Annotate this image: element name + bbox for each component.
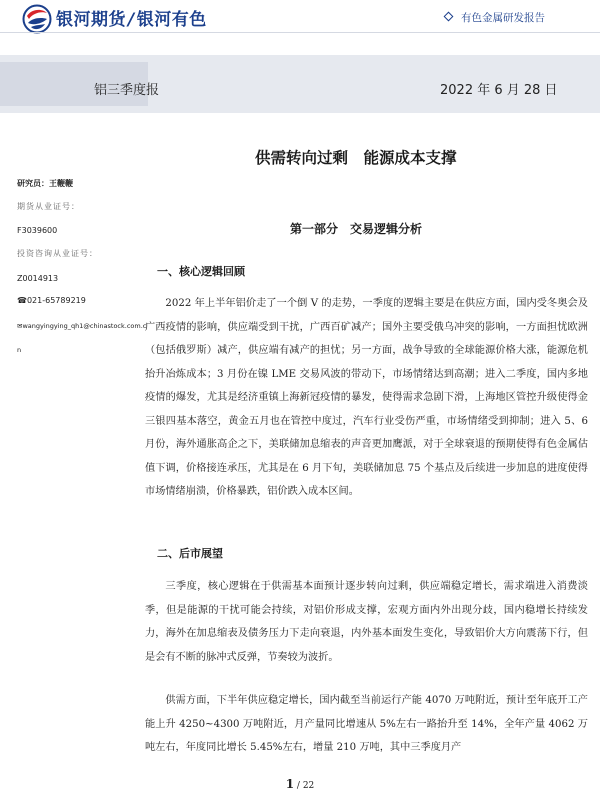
section-heading-core-logic: 一、核心逻辑回顾: [157, 265, 245, 278]
brand-metals: 银河有色: [136, 10, 207, 30]
report-type-label: 有色金属研发报告: [461, 12, 545, 24]
page-header: [0, 0, 600, 47]
cert-label: 期货从业证号：: [17, 202, 80, 211]
galaxy-logo-icon: [22, 4, 52, 34]
page-current: 1: [285, 777, 295, 791]
email-link-continued[interactable]: n: [17, 346, 22, 354]
part-title: 第一部分 交易逻辑分析: [290, 222, 423, 236]
researcher-name: 研究员：王鞭鞭: [17, 179, 73, 188]
core-logic-paragraph: 2022 年上半年铝价走了一个倒 V 的走势，一季度的逻辑主要是在供应方面，国内受冬奥会及广西疫情的影响，供应端受到干扰，广西百矿减产；国外主要受俄乌冲突的影响，一方面担忧欧洲（包括俄罗斯）减产，供应端有减产的担忧；另一方面，战争导致的全球能源价格大涨，能源危机抬升冶炼成本；3 月份在镍 LME 交易风波的带动下，市场情绪达到高潮；进入二季度，国内多地疫情的爆发，尤其是经济重镇上海新冠疫情的暴发，使得需求急剧下滑，上海地区管控升级使得金三银四基本落空，黄金五月也在管控中度过，汽车行业受伤严重，市场情绪受到抑制；进入 5、6 月份，海外通胀高企之下，美联储加息缩表的声音更加鹰派，对于全球衰退的预期使得有色金属估值下调，价格接连承压，尤其是在 6 月下旬，美联储加息 75 个基点及后续进一步加息的进度使得市场情绪崩溃，价格暴跌，铝价跌入成本区间。: [145, 298, 588, 497]
header-rule: [0, 32, 600, 33]
page-total: 22: [302, 781, 315, 791]
report-band: [0, 55, 600, 113]
email-link[interactable]: ✉wangyingying_qh1@chinastock.com.c: [17, 322, 147, 330]
page-separator: /: [294, 781, 303, 791]
supply-demand-paragraph: 供需方面，下半年供应稳定增长，国内截至当前运行产能 4070 万吨附近，预计至年底开工产能上升 4250~4300 万吨附近，月产量同比增速从 5%左右一路抬升至 14%，全年产量 4062 万吨左右，年度同比增长 5.45%左右，增量 210 万吨，其中三季度月产: [145, 695, 588, 753]
advisory-label: 投资咨询从业证号：: [17, 249, 98, 258]
advisory-number: Z0014913: [17, 274, 59, 283]
outlook-paragraph: 三季度，核心逻辑在于供需基本面预计逐步转向过剩，供应端稳定增长，需求端进入消费淡季，但是能源的干扰可能会持续，对铝价形成支撑，宏观方面内外出现分歧，国内稳增长持续发力，海外在加息缩表及债务压力下走向衰退，内外基本面发生变化，导致铝价大方向震荡下行，但是会有不断的脉冲式反弹，节奏较为波折。: [145, 581, 588, 663]
brand-name: [56, 5, 207, 30]
page-footer: [0, 777, 600, 791]
brand-separator: /: [128, 10, 135, 30]
report-title: 供需转向过剩 能源成本支撑: [255, 149, 457, 167]
cert-number: F3039600: [17, 226, 58, 235]
report-label: 铝三季度报: [94, 83, 160, 98]
section-heading-outlook: 二、后市展望: [157, 547, 223, 560]
report-type: [445, 10, 545, 25]
report-date: 2022 年 6 月 28 日: [440, 83, 558, 98]
phone-number: ☎021-65789219: [17, 296, 86, 305]
brand-futures: 银河期货: [56, 10, 126, 30]
diamond-icon: [444, 12, 454, 22]
